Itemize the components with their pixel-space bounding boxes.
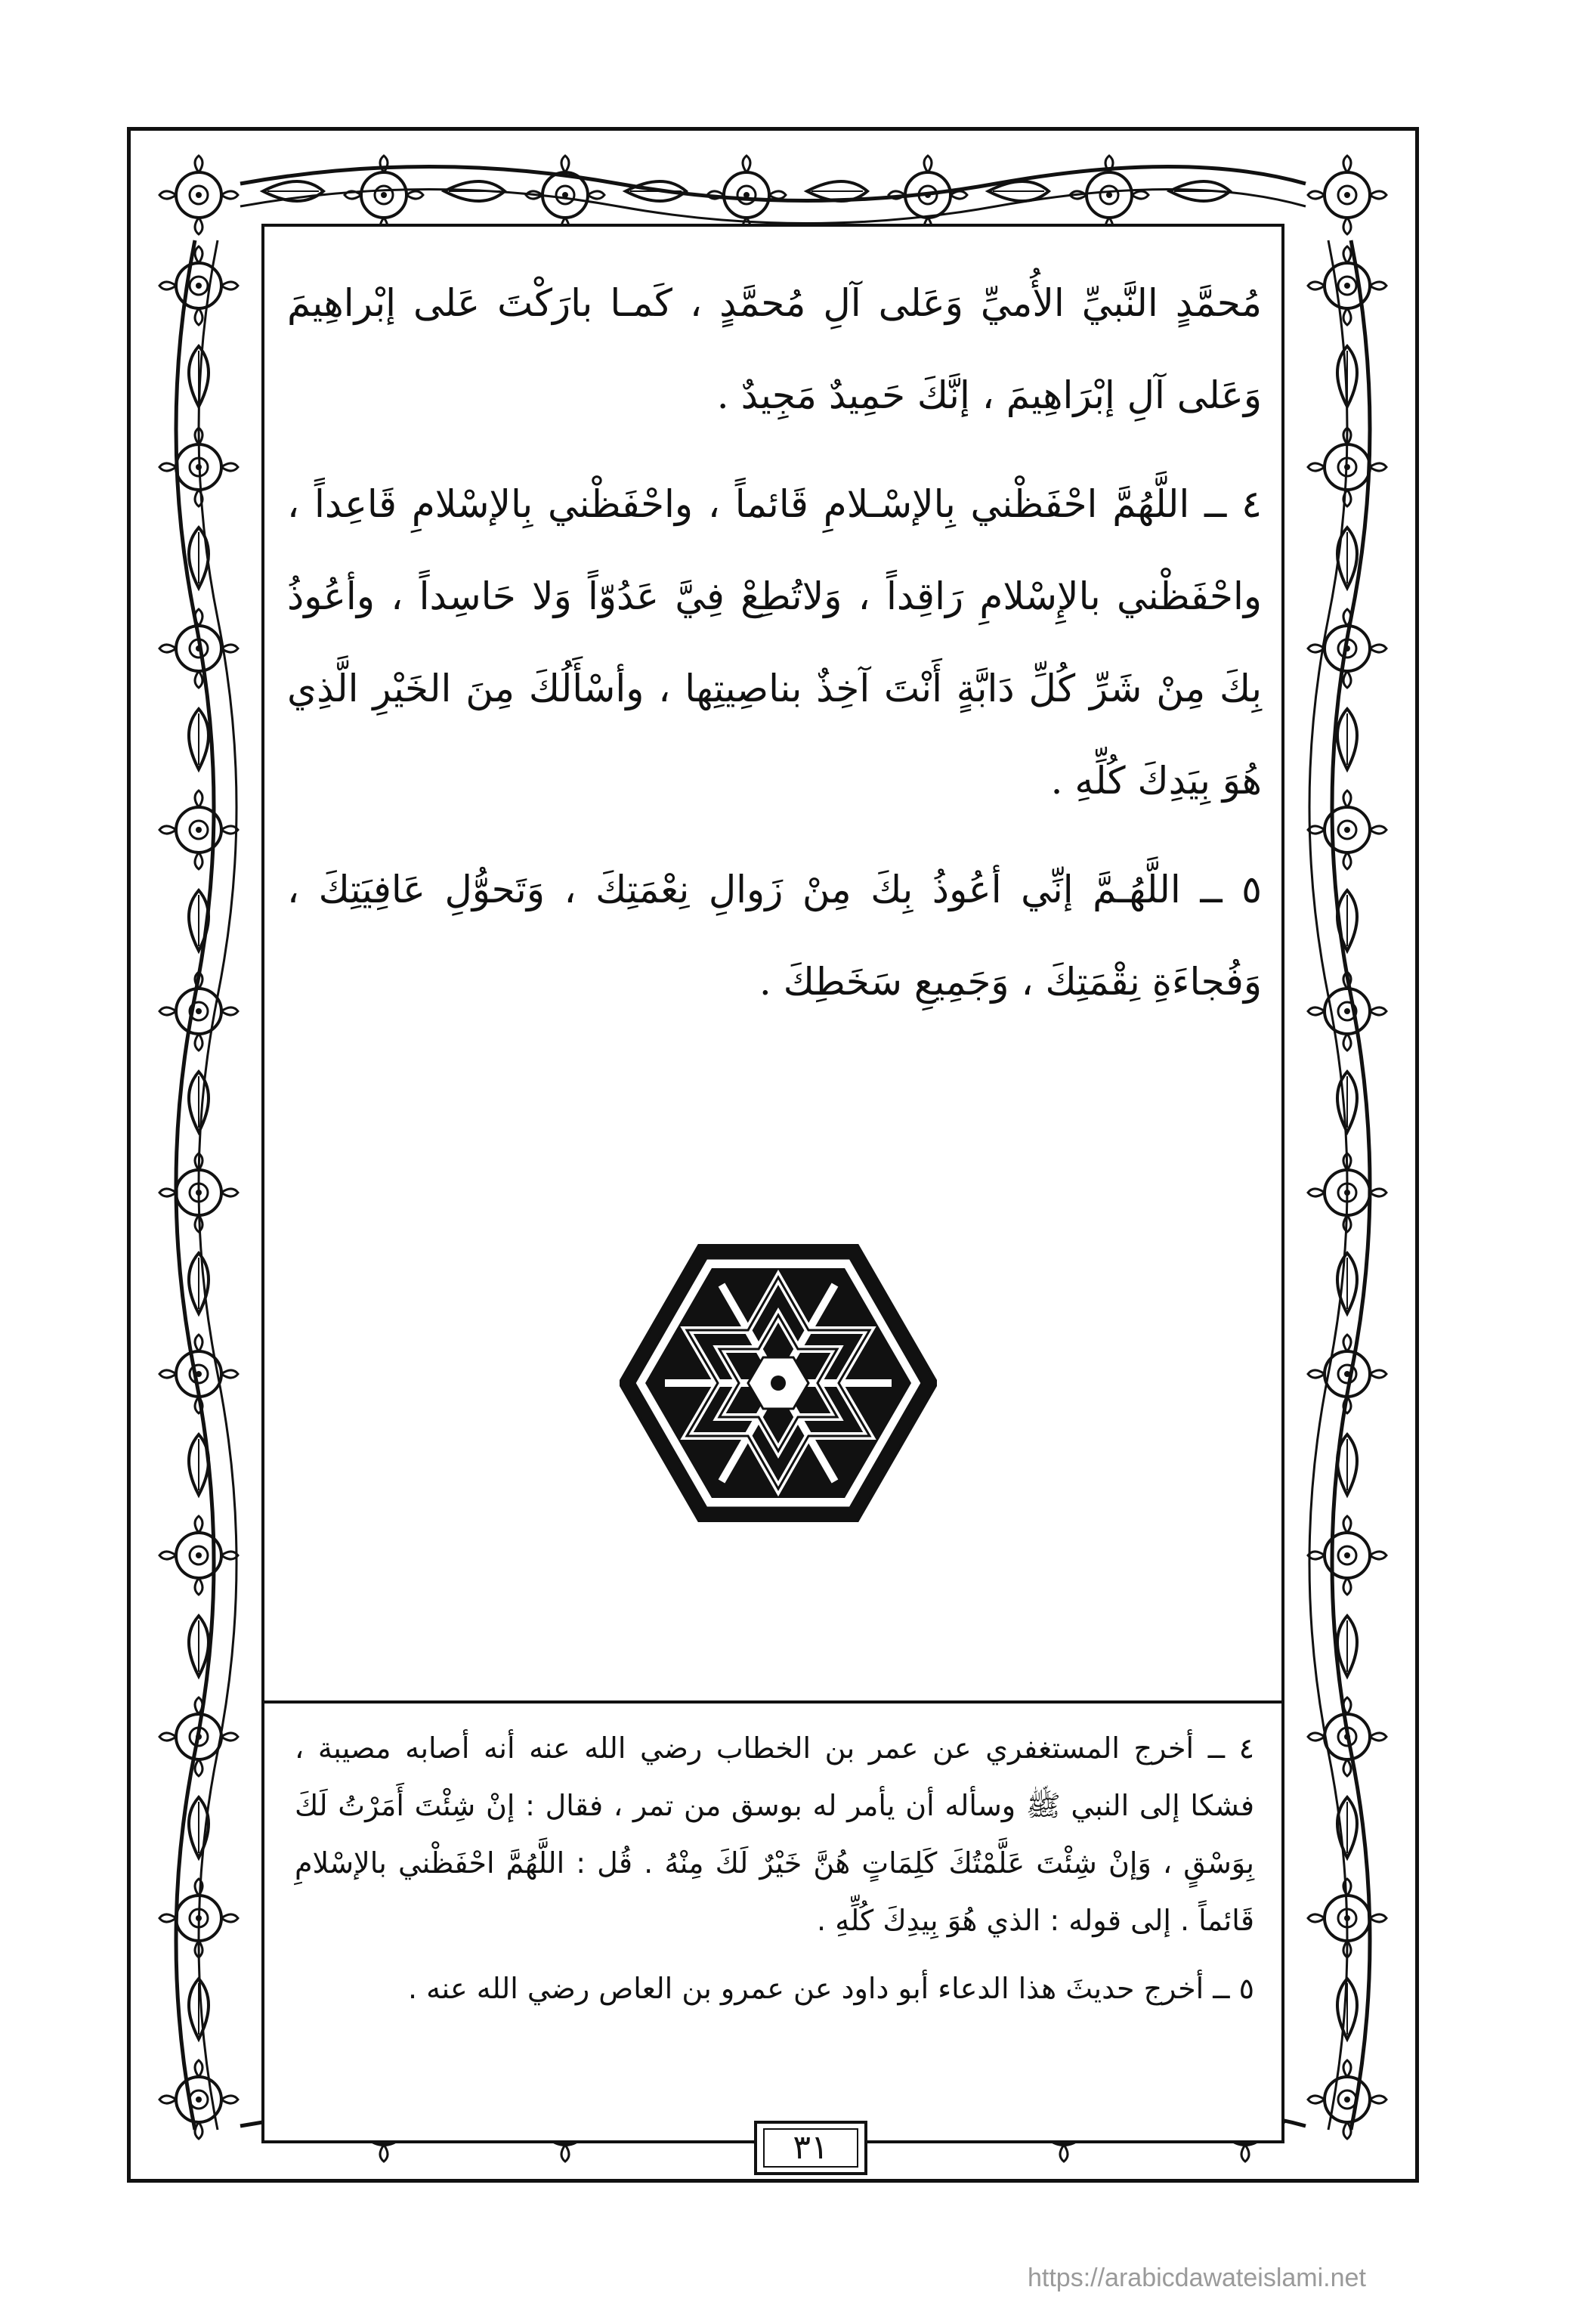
paragraph-dua-4: ٤ ــ اللَّهُمَّ احْفَظْني بِالإسْـلامِ قَائماً ، واحْفَظْني بِالإسْلامِ قَاعِداً ، واحْفَظْني بالإِسْلامِ رَاقِداً ، وَلاتُطِعْ فِيَّ عَدُوّاً وَلا حَاسِداً ، وأعُوذُ بِكَ مِنْ شَرِّ كُلِّ دَابَّةٍ أَنْتَ آخِذٌ بناصِيتِها ، وأسْأَلُكَ مِنَ الخَيْرِ الَّذِي هُوَ بِيَدِكَ كُلِّهِ . xyxy=(287,482,1262,803)
hexagon-star-ornament-icon xyxy=(620,1239,937,1527)
footnote-divider xyxy=(264,1700,1281,1704)
main-text xyxy=(287,257,1262,1044)
footnote-5: ٥ ــ أخرج حديثَ هذا الدعاء أبو داود عن عمرو بن العاص رضي الله عنه . xyxy=(407,1972,1254,2005)
content-box xyxy=(261,224,1284,2143)
paragraph-continuation: مُحمَّدٍ النَّبيِّ الأُميِّ وَعَلى آلِ مُحمَّدٍ ، كَمـا بارَكْتَ عَلى إبْراهِيمَ وَعَلى آلِ إبْرَاهِيمَ ، إنَّكَ حَمِيدٌ مَجِيدٌ . xyxy=(287,281,1262,417)
footnote-4: ٤ ــ أخرج المستغفري عن عمر بن الخطاب رضي الله عنه أنه أصابه مصيبة ، فشكا إلى النبي ﷺ وسأله أن يأمر له بوسق من تمر ، فقال : إنْ شِئْتَ أَمَرْتُ لَكَ بِوَسْقٍ ، وَإنْ شِئْتَ عَلَّمْتُكَ كَلِمَاتٍ هُنَّ خَيْرٌ لَكَ مِنْهُ . قُل : اللَّهُمَّ احْفَظْني بالإسْلامِ قَائماً . إلى قوله : الذي هُوَ بِيدِكَ كُلِّهِ . xyxy=(295,1731,1254,1937)
page-number-box xyxy=(754,2121,867,2175)
page-number: ٣١ xyxy=(793,2128,829,2167)
footnotes xyxy=(295,1719,1254,2028)
page-frame xyxy=(127,127,1419,2183)
watermark-url: https://arabicdawateislami.net xyxy=(1028,2264,1366,2292)
paragraph-dua-5: ٥ ــ اللَّهُـمَّ إنِّي أعُوذُ بِكَ مِنْ زَوالِ نِعْمَتِكَ ، وَتَحوُّلِ عَافِيَتِكَ ، وَفُجاءَةِ نِقْمَتِكَ ، وَجَمِيعِ سَخَطِكَ . xyxy=(287,868,1262,1004)
